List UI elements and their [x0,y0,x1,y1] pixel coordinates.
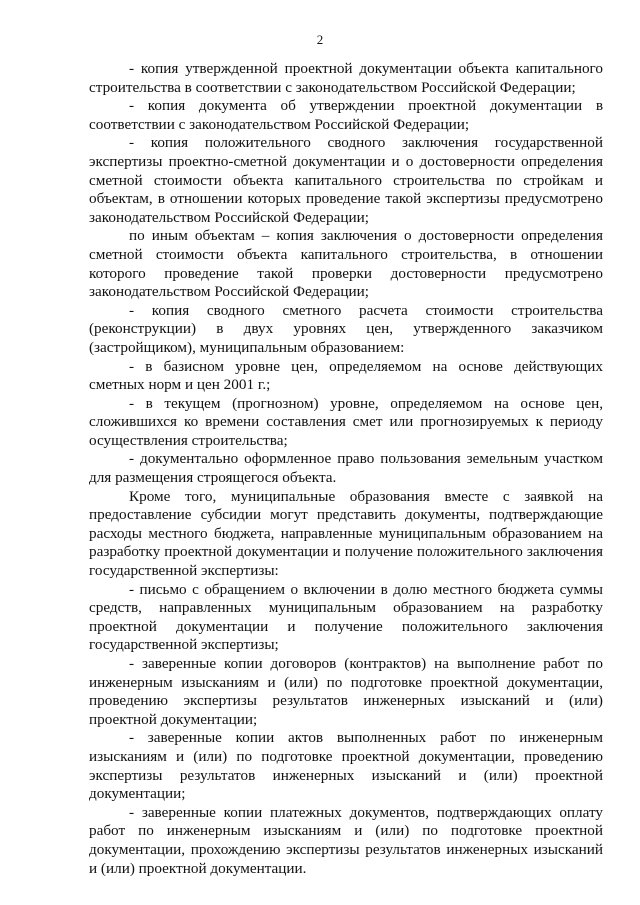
paragraph-12: - заверенные копии актов выполненных работ по инженерным изысканиям и (или) по подготовке проектной документации, проведению экспертизы результатов инженерных изысканий и (или) проектной документации; [89,729,603,803]
paragraph-5: - копия сводного сметного расчета стоимости строительства (реконструкции) в двух уровнях цен, утвержденного заказчиком (застройщиком), муниципальным образованием: [89,301,603,356]
paragraph-13: - заверенные копии платежных документов, подтверждающих оплату работ по инженерным изысканиям и (или) по подготовке проектной документации, прохождению экспертизы результатов инженерных изысканий и (или) проектной документации. [89,803,603,877]
page-number: 2 [316,32,324,47]
paragraph-7: - в текущем (прогнозном) уровне, определяемом на основе цен, сложившихся ко времени составления смет или прогнозируемых к периоду осуществления строительства; [89,394,603,449]
paragraph-2: - копия документа об утверждении проектной документации в соответствии с законодательством Российской Федерации; [89,97,603,133]
paragraph-4: по иным объектам – копия заключения о достоверности определения сметной стоимости объекта капитального строительства, в отношении которого проведение такой проверки достоверности предусмотрено законодательством Российской Федерации; [89,227,603,301]
document-body [89,60,603,878]
paragraph-8: - документально оформленное право пользования земельным участком для размещения строящегося объекта. [89,450,603,487]
paragraph-6: - в базисном уровне цен, определяемом на основе действующих сметных норм и цен 2001 г.; [89,357,603,394]
paragraph-11: - заверенные копии договоров (контрактов) на выполнение работ по инженерным изысканиям и (или) по подготовке проектной документации, проведению экспертизы результатов инженерных изысканий и (или) проектной документации; [89,655,603,728]
paragraph-3: - копия положительного сводного заключения государственной экспертизы проектно-сметной документации и о достоверности определения сметной стоимости объекта капитального строительства по стройкам и объектам, в отношении которых проведение такой экспертизы предусмотрено законодательством Российской Федерации; [89,134,603,226]
paragraph-1: - копия утвержденной проектной документации объекта капитального строительства в соответствии с законодательством Российской Федерации; [89,60,603,96]
paragraph-10: - письмо с обращением о включении в долю местного бюджета суммы средств, направленных муниципальным образованием на разработку проектной документации и получение положительного заключения государственной экспертизы; [89,580,603,654]
paragraph-9: Кроме того, муниципальные образования вместе с заявкой на предоставление субсидии могут представить документы, подтверждающие расходы местного бюджета, направленные муниципальным образованием на разработку проектной документации и получение положительного заключения государственной экспертизы: [89,487,603,580]
